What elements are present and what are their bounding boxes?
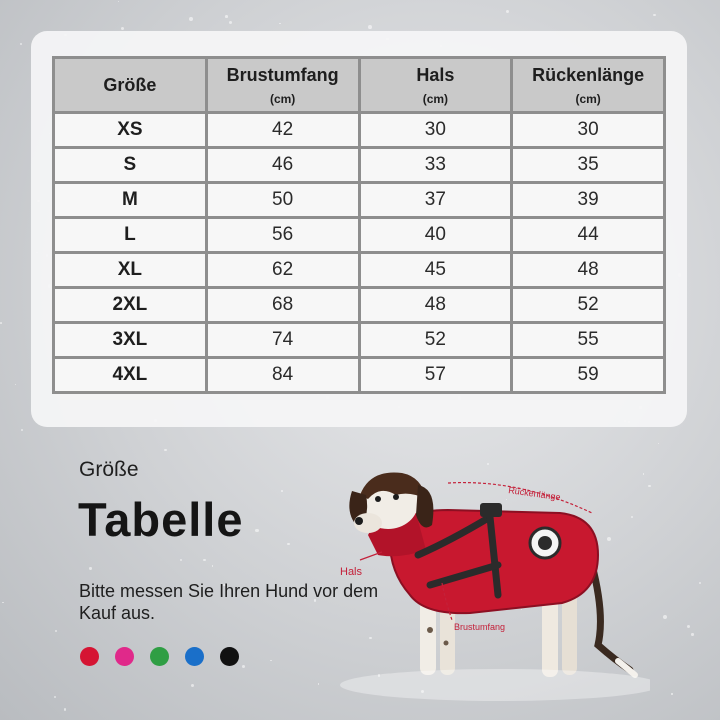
- back-length-cell: 59: [513, 359, 663, 391]
- neck-cell: 33: [361, 149, 511, 181]
- dog-head: [349, 472, 433, 533]
- back-length-cell: 35: [513, 149, 663, 181]
- back-length-cell: 39: [513, 184, 663, 216]
- chest-cell: 84: [208, 359, 358, 391]
- back-length-label: Rückenlänge: [507, 485, 562, 503]
- snow-fleck: [20, 43, 22, 45]
- table-row: [55, 149, 663, 181]
- snow-fleck: [663, 615, 667, 619]
- snow-fleck: [89, 567, 91, 569]
- color-swatches: [80, 647, 239, 666]
- snow-fleck: [506, 10, 509, 13]
- chest-cell: 50: [208, 184, 358, 216]
- snow-fleck: [225, 15, 228, 18]
- table-row: [55, 359, 663, 391]
- header-chest-unit: (cm): [269, 91, 296, 106]
- header-neck-unit: (cm): [422, 91, 449, 106]
- snow-fleck: [691, 633, 693, 635]
- neck-cell: 30: [361, 114, 511, 146]
- section-subtitle: Größe: [79, 458, 139, 481]
- dog-tail: [592, 565, 630, 670]
- neck-label: Hals: [340, 566, 363, 578]
- snow-fleck: [118, 1, 119, 2]
- neck-cell: 48: [361, 289, 511, 321]
- table-row: [55, 184, 663, 216]
- chest-cell: 74: [208, 324, 358, 356]
- snow-fleck: [21, 429, 23, 431]
- neck-line: [360, 552, 382, 560]
- snow-fleck: [191, 684, 194, 687]
- header-neck: Hals (cm): [361, 59, 511, 111]
- chest-cell: 46: [208, 149, 358, 181]
- snow-fleck: [64, 708, 66, 710]
- neck-cell: 57: [361, 359, 511, 391]
- back-length-cell: 44: [513, 219, 663, 251]
- snow-fleck: [287, 543, 290, 546]
- harness-handle: [480, 503, 502, 517]
- size-cell: 4XL: [55, 359, 205, 391]
- color-swatch-pink[interactable]: [115, 647, 134, 666]
- table-row: [55, 114, 663, 146]
- header-back-unit: (cm): [575, 91, 601, 106]
- snow-fleck: [687, 625, 690, 628]
- header-back-length: Rückenlänge (cm): [513, 59, 663, 111]
- table-row: [55, 254, 663, 286]
- size-chart-table: [52, 56, 666, 394]
- snow-fleck: [699, 582, 701, 584]
- snow-fleck: [180, 559, 182, 561]
- table-row: [55, 324, 663, 356]
- neck-cell: 45: [361, 254, 511, 286]
- snow-fleck: [15, 384, 16, 385]
- size-cell: 2XL: [55, 289, 205, 321]
- size-cell: M: [55, 184, 205, 216]
- size-cell: XS: [55, 114, 205, 146]
- color-swatch-black[interactable]: [220, 647, 239, 666]
- color-swatch-red[interactable]: [80, 647, 99, 666]
- table-header-row: [55, 59, 663, 111]
- snow-fleck: [189, 17, 193, 21]
- snow-fleck: [54, 696, 56, 698]
- snow-fleck: [242, 665, 245, 668]
- snow-fleck: [318, 683, 319, 684]
- snow-fleck: [229, 21, 232, 24]
- color-swatch-green[interactable]: [150, 647, 169, 666]
- chest-cell: 42: [208, 114, 358, 146]
- size-cell: 3XL: [55, 324, 205, 356]
- snow-fleck: [653, 14, 656, 17]
- snow-fleck: [671, 693, 672, 694]
- neck-cell: 52: [361, 324, 511, 356]
- chest-cell: 62: [208, 254, 358, 286]
- snow-fleck: [279, 23, 281, 25]
- color-swatch-blue[interactable]: [185, 647, 204, 666]
- back-length-cell: 30: [513, 114, 663, 146]
- snow-fleck: [0, 322, 2, 324]
- snow-fleck: [281, 490, 283, 492]
- table-row: [55, 289, 663, 321]
- measure-instruction: Bitte messen Sie Ihren Hund vor dem Kauf aus.: [79, 581, 379, 623]
- size-cell: S: [55, 149, 205, 181]
- neck-cell: 40: [361, 219, 511, 251]
- header-chest: Brustumfang (cm): [208, 59, 358, 111]
- dog-in-jacket-illustration: [330, 455, 650, 715]
- back-length-cell: 55: [513, 324, 663, 356]
- snow-fleck: [658, 443, 659, 444]
- snow-fleck: [212, 565, 214, 567]
- snow-fleck: [203, 559, 205, 561]
- size-cell: XL: [55, 254, 205, 286]
- snow-fleck: [255, 529, 258, 532]
- size-cell: L: [55, 219, 205, 251]
- section-title: Tabelle: [78, 493, 244, 546]
- snow-fleck: [164, 449, 166, 451]
- back-length-cell: 52: [513, 289, 663, 321]
- header-size: Größe: [55, 59, 205, 111]
- snow-fleck: [270, 660, 271, 661]
- chest-label: Brustumfang: [454, 622, 506, 632]
- neck-cell: 37: [361, 184, 511, 216]
- snow-fleck: [2, 602, 4, 604]
- table-row: [55, 219, 663, 251]
- chest-cell: 68: [208, 289, 358, 321]
- chest-cell: 56: [208, 219, 358, 251]
- snow-fleck: [368, 25, 372, 29]
- snow-fleck: [55, 630, 57, 632]
- back-length-cell: 48: [513, 254, 663, 286]
- snow-fleck: [121, 27, 124, 30]
